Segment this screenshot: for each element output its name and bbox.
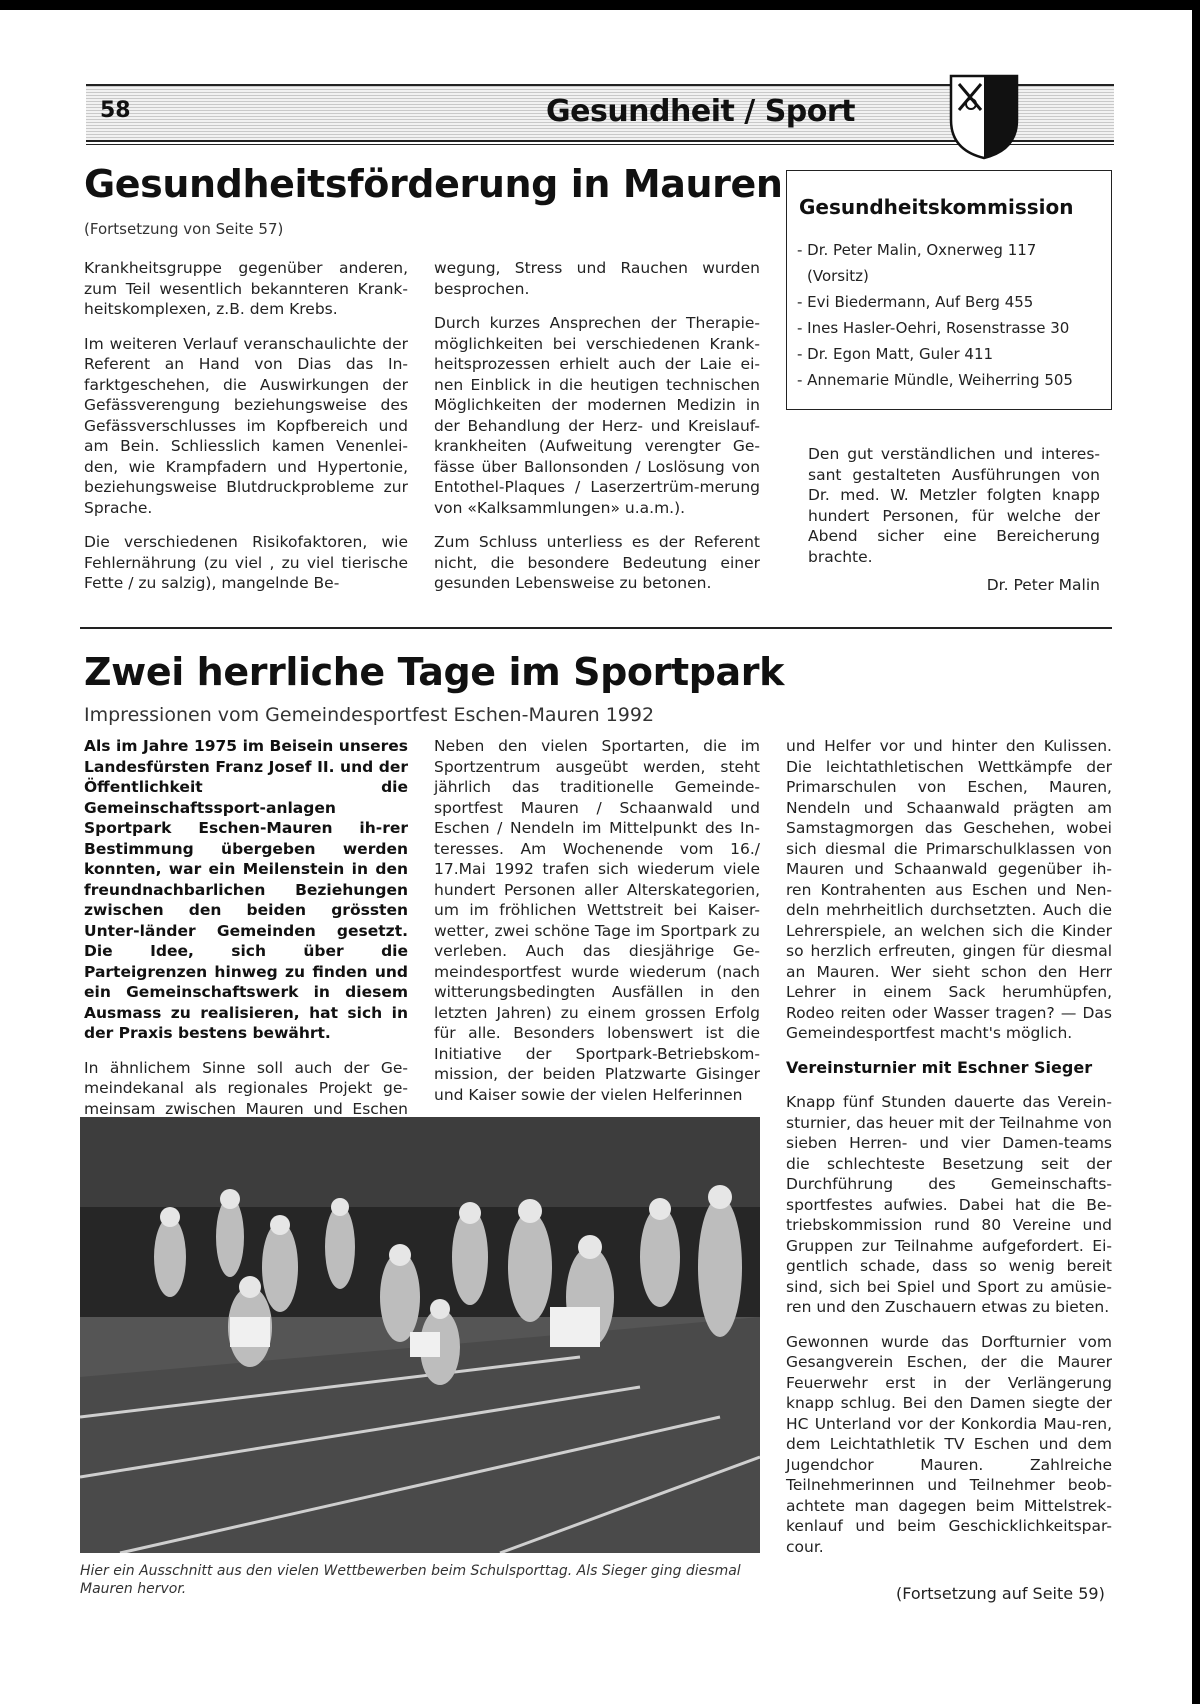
commission-list [797,237,1103,393]
article1-column-3 [808,444,1100,596]
paragraph: Gewonnen wurde das Dorfturnier vom Gesangverein Eschen, der die Maurer Feuerwehr erst in der Verlängerung knapp schlug. Bei den Damen siegte der HC Unterland vor der Konkordia Mau-ren, dem Leichtathletik TV Eschen und dem Jugendchor Mauren. Zahlreiche Teilnehmerinnen und Teilnehmer beob-achtete man dagegen beim Mittelstrek-kenlauf und beim Geschicklichkeitspar-cour. [786,1332,1112,1556]
paragraph: In ähnlichem Sinne soll auch der Ge-meindekanal als regionales Projekt ge-meinsam zwischen Mauren und Eschen [84,1058,408,1118]
sports-day-photo [80,1117,760,1553]
paragraph: Krankheitsgruppe gegenüber anderen, zum Teil wesentlich bekannteren Krank-heitskomplexen, z.B. dem Krebs. [84,259,408,318]
paragraph: Den gut verständlichen und interes-sant gestalteten Ausführungen von Dr. med. W. Metzler folgten knapp hundert Personen, für welche der Abend sicher eine Bereicherung brachte. [808,445,1100,566]
list-item: - Dr. Peter Malin, Oxnerweg 117 [797,241,1037,259]
paragraph: Neben den vielen Sportarten, die im Sportzentrum ausgeübt werden, steht jährlich das traditionelle Gemeinde-sportfest Mauren / Schaanwald und Eschen / Nendeln im Mittelpunkt des In-teresses. Am Wochenende vom 16./ 17.Mai 1992 trafen sich wiederum viele hundert Personen aller Alterskategorien, um im fröhlichen Wettstreit bei Kaiser-wetter, zwei schöne Tage im Sportpark zu verleben. Auch das diesjährige Ge-meindesportfest wurde wiederum (nach witterungsbedingten Ausfällen in den letzten Jahren) zu einem grossen Erfolg für alle. Besonders lobenswert ist die Initiative der Sportpark-Betriebskom-mission, der beiden Platzwarte Gisinger und Kaiser sowie der vielen Helferinnen [434,737,760,1104]
article1-column-1 [84,258,408,608]
article2-title: Zwei herrliche Tage im Sportpark [84,650,784,694]
article-divider [80,627,1112,629]
author-signature: Dr. Peter Malin [986,576,1100,594]
list-item: - Dr. Egon Matt, Guler 411 [797,345,994,363]
lead-paragraph: Als im Jahre 1975 im Beisein unseres Landesfürsten Franz Josef II. und der Öffentlichkeit die Gemeinschaftssport-anlagen Sportpark Eschen-Mauren ih-rer Bestimmung übergeben werden konnten, war ein Meilenstein in den freundnachbarlichen Beziehungen zwischen den beiden grössten Unter-länder Gemeinden gesetzt. Die Idee, sich über die Parteigrenzen hinweg zu finden und ein Gemeinschaftswerk in diesem Ausmass zu realisieren, hat sich in der Praxis bestens bewährt. [84,737,408,1042]
commission-title: Gesundheitskommission [799,195,1074,219]
page-number: 58 [100,98,131,123]
list-item: - Ines Hasler-Oehri, Rosenstrasse 30 [797,319,1070,337]
article1-continued-from: (Fortsetzung von Seite 57) [84,220,284,238]
paragraph: Knapp fünf Stunden dauerte das Verein-sturnier, das heuer mit der Teilnahme von sieben Herren- und vier Damen-teams die schlechteste Besetzung seit der Durchführung des Gemeinschafts-sportfestes aufwies. Dabei hat die Be-triebskommission rund 80 Vereine und Gruppen zur Teilnahme aufgefordert. Ei-gentlich schade, dass so wenig bereit sind, sich bei Spiel und Sport zu amüsie-ren und den Zuschauern etwas zu bieten. [786,1093,1112,1316]
list-item: (Vorsitz) [807,267,869,285]
paragraph: Im weiteren Verlauf veranschaulichte der Referent an Hand von Dias das In-farktgeschehen, die Auswirkungen der Gefässverengung beziehungsweise des Gefässverschlusses im Kopfbereich und am Bein. Schliesslich kamen Venenlei-den, wie Krampfadern und Hypertonie, beziehungsweise Blutdruckprobleme zur Sprache. [84,334,408,517]
coat-of-arms-icon [945,70,1023,162]
list-item: - Evi Biedermann, Auf Berg 455 [797,293,1034,311]
section-title: Gesundheit / Sport [546,94,856,129]
paragraph: wegung, Stress und Rauchen wurden besprochen. [434,259,760,298]
article2-column-2 [434,736,760,1119]
list-item: - Annemarie Mündle, Weiherring 505 [797,371,1073,389]
commission-box [786,170,1112,410]
scan-border-top [0,0,1200,10]
section-subheading: Vereinsturnier mit Eschner Sieger [786,1057,1093,1077]
paragraph: Zum Schluss unterliess es der Referent nicht, die besondere Bedeutung einer gesunden Lebensweise zu betonen. [434,533,760,592]
article2-subtitle: Impressionen vom Gemeindesportfest Eschen-Mauren 1992 [84,704,655,726]
article1-title: Gesundheitsförderung in Mauren [84,162,783,206]
photo-caption: Hier ein Ausschnitt aus den vielen Wettbewerben beim Schulsporttag. Als Sieger ging diesmal Mauren hervor. [80,1563,741,1597]
article2-column-1 [84,736,408,1154]
scan-border-right [1192,0,1200,1704]
paragraph: Die verschiedenen Risikofaktoren, wie Fehlernährung (zu viel , zu viel tierische Fette / zu salzig), mangelnde Be- [84,533,408,592]
paragraph: und Helfer vor und hinter den Kulissen. Die leichtathletischen Wettkämpfe der Primarschulen von Eschen, Mauren, Nendeln und Schaanwald prägten am Samstagmorgen das Geschehen, wobei sich diesmal die Primarschulklassen von Mauren und Schaanwald gegenüber ih-ren Kontrahenten aus Eschen und Nen-deln mehrheitlich durchsetzten. Auch die Lehrerspiele, an welchen sich die Kinder so herzlich erfreuten, gingen für diesmal an Mauren. Wer sieht schon den Herr Lehrer in einem Sack herumhüpfen, Rodeo reiten oder Wasser tragen? — Das Gemeindesportfest macht's möglich. [786,737,1112,1042]
article1-column-2 [434,258,760,608]
paragraph: Durch kurzes Ansprechen der Therapie-möglichkeiten bei verschiedenen Krank-heitsprozessen erhielt auch der Laie ei-nen Einblick in die heutigen technischen Möglichkeiten der modernen Medizin in der Behandlung der Herz- und Kreislauf-krankheiten (Aufweitung verengter Ge-fässe über Ballonsonden / Loslösung von Entothel-Plaques / Laserzertrüm-merung von «Kalksammlungen» u.a.m.). [434,314,760,517]
article2-column-3 [786,736,1112,1571]
continued-on: (Fortsetzung auf Seite 59) [896,1584,1105,1603]
